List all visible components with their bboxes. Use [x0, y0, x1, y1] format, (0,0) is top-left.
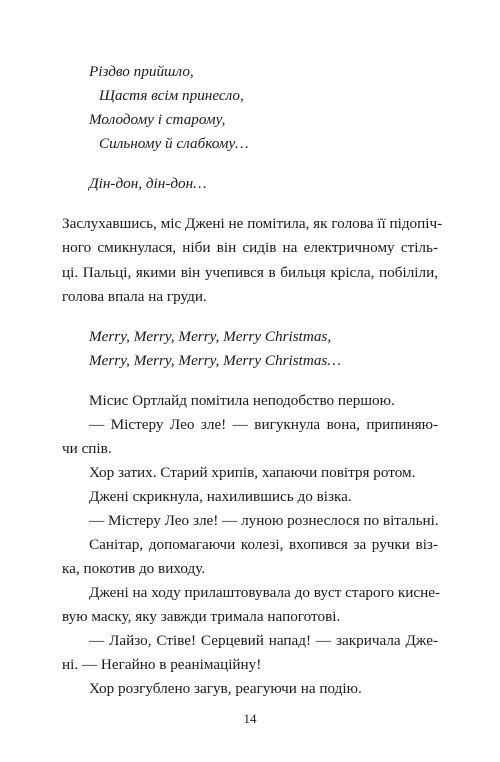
paragraph-line: голова впала на груди. [62, 288, 207, 305]
page-number: 14 [243, 711, 257, 726]
paragraph-line: Хор розгублено загув, реагуючи на подію. [89, 680, 362, 697]
paragraph-line: ного смикнулася, ніби він сидів на електричному стіль- [62, 239, 438, 256]
paragraph-line: вую маску, яку завжди тримала напоготові. [62, 608, 341, 625]
paragraph-line: — Містеру Лео зле! — вигукнула вона, припиняю- [89, 416, 438, 433]
paragraph-line: Хор затих. Старий хрипів, хапаючи повітря ротом. [89, 464, 416, 481]
poem-line: Молодому і старому, [89, 111, 226, 128]
paragraph-line: — Містеру Лео зле! — луною рознеслося по вітальні. [89, 512, 439, 529]
paragraph-line: Джені скрикнула, нахилившись до візка. [89, 488, 352, 505]
paragraph-line: ні. — Негайно в реанімаційну! [62, 656, 262, 673]
paragraph-line: — Лайзо, Стіве! Серцевий напад! — закричала Дже- [89, 632, 438, 649]
refrain-line: Дін-дон, дін-дон… [89, 175, 207, 192]
poem-line: Різдво прийшло, [89, 63, 194, 80]
paragraph-line: Санітар, допомагаючи колезі, вхопився за ручки віз- [89, 536, 438, 553]
paragraph-line: Заслухавшись, міс Джені не помітила, як голова її підопіч- [62, 215, 443, 232]
paragraph-line: Джені на ходу прилаштовувала до вуст старого кисне- [89, 584, 441, 601]
poem-line: Сильному й слабкому… [99, 135, 249, 152]
poem-line: Щастя всім принесло, [99, 87, 244, 104]
paragraph-line: чи спів. [62, 440, 112, 457]
poem-line: Merry, Merry, Merry, Merry Christmas… [89, 352, 341, 369]
paragraph-line: Місис Ортлайд помітила неподобство першою. [89, 392, 395, 409]
poem-line: Merry, Merry, Merry, Merry Christmas, [89, 328, 332, 345]
paragraph-line: ці. Пальці, якими він учепився в бильця крісла, побіліли, [62, 264, 438, 281]
paragraph-line: ка, покотив до виходу. [62, 560, 206, 577]
